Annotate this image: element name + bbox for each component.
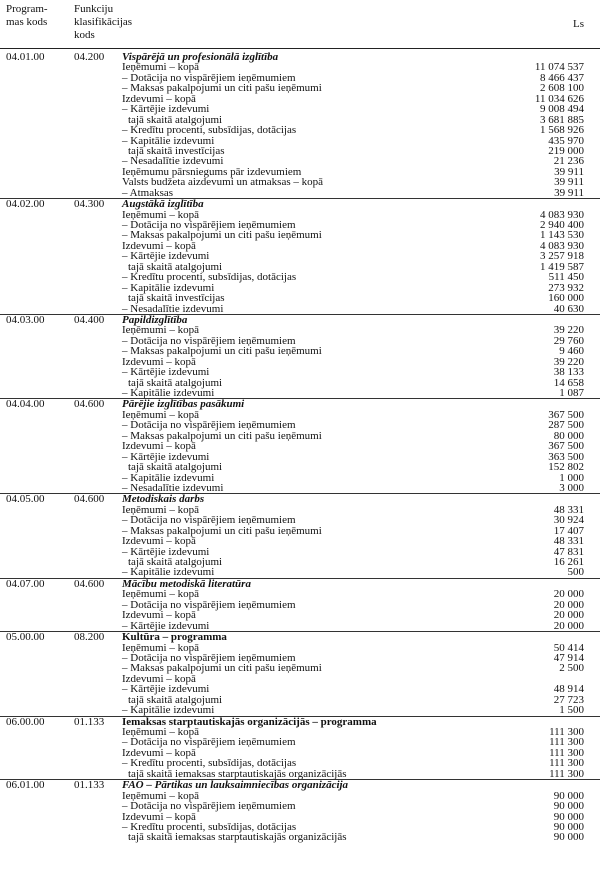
item-label: Izdevumi – kopā (122, 672, 196, 685)
item-label: Ieņēmumi – kopā (122, 208, 199, 221)
table-row (0, 104, 600, 114)
section-row (0, 52, 600, 62)
table-header (0, 0, 600, 49)
item-label: – Maksas pakalpojumi un citi pašu ieņēmumi (122, 229, 322, 242)
amount-cell: 80 000 (553, 429, 584, 442)
table-row (0, 177, 600, 187)
amount-cell: 4 083 930 (540, 208, 584, 221)
amount-cell: 90 000 (553, 789, 584, 802)
amount-cell: 11 034 626 (534, 92, 584, 105)
amount-cell: 273 932 (548, 281, 584, 294)
table-row (0, 367, 600, 377)
item-label: tajā skaitā atalgojumi (128, 113, 223, 126)
function-code-cell: 01.133 (74, 779, 105, 792)
item-label: – Kapitālie izdevumi (122, 471, 215, 484)
item-label: Ieņēmumi – kopā (122, 61, 199, 74)
item-label: – Atmaksas (122, 186, 174, 199)
item-label: – Dotācija no vispārējiem ieņēmumiem (122, 71, 296, 84)
amount-cell: 39 220 (553, 324, 584, 337)
amount-cell: 48 914 (553, 683, 584, 696)
item-label: – Dotācija no vispārējiem ieņēmumiem (122, 514, 296, 527)
table-row (0, 769, 600, 779)
item-label: Ieņēmumi – kopā (122, 726, 199, 738)
table-row (0, 431, 600, 441)
item-label: – Kapitālie izdevumi (122, 704, 215, 717)
amount-cell: 3 257 918 (540, 250, 584, 263)
amount-cell: 39 911 (554, 186, 584, 199)
item-label: – Maksas pakalpojumi un citi pašu ieņēmumi (122, 429, 322, 442)
item-label: – Kapitālie izdevumi (122, 566, 215, 579)
item-label: tajā skaitā iemaksas starptautiskajās organizācijās (128, 767, 347, 780)
amount-cell: 287 500 (548, 419, 584, 432)
amount-cell: 29 760 (553, 334, 584, 347)
table-row (0, 378, 600, 388)
amount-cell: 20 000 (553, 619, 584, 632)
amount-cell: 30 924 (553, 514, 584, 527)
amount-cell: 511 450 (548, 271, 584, 284)
function-code-cell: 04.200 (74, 51, 105, 63)
amount-cell: 3 681 885 (540, 113, 584, 126)
section-title: Mācību metodiskā literatūra (122, 577, 251, 590)
item-label: tajā skaitā atalgojumi (128, 260, 223, 273)
table-row (0, 410, 600, 420)
section-row (0, 578, 600, 589)
item-label: tajā skaitā investīcijas (128, 144, 225, 157)
amount-cell: 1 143 530 (540, 229, 584, 242)
amount-cell: 111 300 (549, 767, 584, 780)
program-code-cell: 04.07.00 (6, 577, 45, 590)
amount-cell: 27 723 (553, 693, 584, 706)
section-title: FAO – Pārtikas un lauksaimniecības organizācija (122, 779, 349, 792)
table-row (0, 727, 600, 737)
item-label: – Dotācija no vispārējiem ieņēmumiem (122, 736, 296, 749)
amount-cell: 2 608 100 (540, 82, 584, 95)
item-label: Izdevumi – kopā (122, 440, 196, 453)
item-label: tajā skaitā atalgojumi (128, 376, 223, 389)
table-row (0, 801, 600, 811)
function-code-header: Funkciju klasifikācijas kods (74, 3, 133, 41)
function-code-cell: 04.400 (74, 313, 105, 326)
table-row (0, 695, 600, 705)
item-label: Izdevumi – kopā (122, 810, 196, 823)
item-label: – Dotācija no vispārējiem ieņēmumiem (122, 419, 296, 432)
item-label: tajā skaitā investīcijas (128, 292, 225, 305)
table-row (0, 230, 600, 240)
item-label: – Nesadalītie izdevumi (122, 302, 224, 315)
item-label: – Dotācija no vispārējiem ieņēmumiem (122, 651, 296, 664)
item-label: – Dotācija no vispārējiem ieņēmumiem (122, 219, 296, 231)
amount-cell: 152 802 (548, 461, 584, 474)
item-label: – Kārtējie izdevumi (122, 619, 210, 632)
amount-cell: 90 000 (553, 800, 584, 813)
table-row (0, 557, 600, 567)
item-label: – Maksas pakalpojumi un citi pašu ieņēmumi (122, 662, 322, 675)
amount-cell: 160 000 (548, 292, 584, 305)
item-label: – Kārtējie izdevumi (122, 683, 210, 696)
table-row (0, 473, 600, 483)
section-row (0, 493, 600, 504)
table-row (0, 325, 600, 335)
table-row (0, 684, 600, 694)
item-label: – Kārtējie izdevumi (122, 545, 210, 558)
table-row (0, 115, 600, 125)
item-label: – Kapitālie izdevumi (122, 134, 215, 147)
table-row (0, 505, 600, 515)
table-row (0, 674, 600, 684)
item-label: – Maksas pakalpojumi un citi pašu ieņēmumi (122, 82, 322, 95)
item-label: Izdevumi – kopā (122, 92, 196, 105)
table-row (0, 262, 600, 272)
amount-cell: 1 087 (559, 387, 584, 399)
item-label: Izdevumi – kopā (122, 535, 196, 548)
table-row (0, 125, 600, 135)
table-row (0, 146, 600, 156)
program-code-header: Program- mas kods (6, 3, 48, 28)
table-row (0, 304, 600, 314)
item-label: – Maksas pakalpojumi un citi pašu ieņēmumi (122, 524, 322, 537)
amount-cell: 39 911 (554, 176, 584, 189)
item-label: Ieņēmumi – kopā (122, 324, 199, 337)
table-row (0, 547, 600, 557)
table-row (0, 346, 600, 356)
amount-cell: 2 500 (559, 662, 584, 675)
item-label: – Nesadalītie izdevumi (122, 481, 224, 494)
section-title: Pārējie izglītības pasākumi (122, 398, 245, 411)
table-row (0, 272, 600, 282)
item-label: Ieņēmumu pārsniegums pār izdevumiem (122, 165, 302, 178)
amount-cell: 17 407 (553, 524, 584, 537)
function-code-cell: 01.133 (74, 715, 105, 728)
item-label: Izdevumi – kopā (122, 609, 196, 622)
section-row (0, 198, 600, 209)
amount-cell: 2 940 400 (540, 219, 584, 231)
section-title: Metodiskais darbs (122, 493, 205, 506)
section-row (0, 314, 600, 325)
table-row (0, 526, 600, 536)
section-title: Papildizglītība (122, 313, 188, 326)
amount-cell: 1 500 (559, 704, 584, 717)
item-label: Valsts budžeta aizdevumi un atmaksas – kopā (122, 176, 324, 189)
item-label: – Dotācija no vispārējiem ieņēmumiem (122, 334, 296, 347)
amount-cell: 435 970 (548, 134, 584, 147)
program-code-cell: 04.04.00 (6, 398, 45, 411)
table-row (0, 283, 600, 293)
table-row (0, 452, 600, 462)
item-label: – Kredītu procenti, subsīdijas, dotācijas (122, 820, 297, 833)
table-row (0, 210, 600, 220)
currency-unit-header: Ls (573, 18, 584, 30)
section-title: Kultūra – programma (122, 631, 227, 644)
amount-cell: 47 914 (553, 651, 584, 664)
item-label: Ieņēmumi – kopā (122, 503, 199, 516)
item-label: – Kapitālie izdevumi (122, 387, 215, 399)
item-label: – Kārtējie izdevumi (122, 103, 210, 116)
function-code-cell: 04.600 (74, 577, 105, 590)
item-label: – Kārtējie izdevumi (122, 450, 210, 463)
item-label: Ieņēmumi – kopā (122, 641, 199, 654)
amount-cell: 14 658 (553, 376, 584, 389)
section-row (0, 398, 600, 409)
item-label: tajā skaitā atalgojumi (128, 693, 223, 706)
function-code-cell: 04.600 (74, 493, 105, 506)
table-row (0, 483, 600, 493)
amount-cell: 1 419 587 (540, 260, 584, 273)
table-row (0, 567, 600, 577)
program-code-cell: 04.01.00 (6, 51, 45, 63)
item-label: Ieņēmumi – kopā (122, 789, 199, 802)
table-row (0, 536, 600, 546)
table-row (0, 600, 600, 610)
amount-cell: 111 300 (549, 736, 584, 749)
amount-cell: 47 831 (553, 545, 584, 558)
section-title: Iemaksas starptautiskajās organizācijās – programma (122, 715, 377, 728)
amount-cell: 363 500 (548, 450, 584, 463)
amount-cell: 39 220 (553, 355, 584, 368)
table-row (0, 241, 600, 251)
program-code-cell: 05.00.00 (6, 631, 45, 644)
amount-cell: 20 000 (553, 598, 584, 611)
item-label: – Kredītu procenti, subsīdijas, dotācijas (122, 124, 297, 137)
item-label: Izdevumi – kopā (122, 746, 196, 759)
amount-cell: 367 500 (548, 440, 584, 453)
item-label: Ieņēmumi – kopā (122, 408, 199, 421)
table-row (0, 589, 600, 599)
function-code-cell: 04.600 (74, 398, 105, 411)
amount-cell: 3 000 (559, 481, 584, 494)
section-row (0, 631, 600, 642)
item-label: – Maksas pakalpojumi un citi pašu ieņēmumi (122, 345, 322, 358)
table-row (0, 251, 600, 261)
item-label: Ieņēmumi – kopā (122, 588, 199, 601)
amount-cell: 39 911 (554, 165, 584, 178)
amount-cell: 50 414 (553, 641, 584, 654)
amount-cell: 20 000 (553, 588, 584, 601)
amount-cell: 16 261 (553, 556, 584, 568)
table-row (0, 748, 600, 758)
item-label: tajā skaitā atalgojumi (128, 461, 223, 474)
program-code-cell: 06.00.00 (6, 715, 45, 728)
table-row (0, 705, 600, 715)
item-label: – Dotācija no vispārējiem ieņēmumiem (122, 598, 296, 611)
amount-cell: 111 300 (549, 746, 584, 759)
table-row (0, 791, 600, 801)
amount-cell: 219 000 (548, 144, 584, 157)
table-row (0, 136, 600, 146)
table-row (0, 357, 600, 367)
amount-cell: 1 568 926 (540, 124, 584, 137)
item-label: Izdevumi – kopā (122, 355, 196, 368)
program-code-cell: 06.01.00 (6, 779, 45, 792)
table-row (0, 94, 600, 104)
amount-cell: 9 460 (559, 345, 584, 358)
amount-cell: 90 000 (553, 831, 584, 844)
table-row (0, 737, 600, 747)
table-row (0, 293, 600, 303)
item-label: tajā skaitā iemaksas starptautiskajās organizācijās (128, 831, 347, 844)
amount-cell: 9 008 494 (540, 103, 584, 116)
table-row (0, 832, 600, 842)
table-row (0, 621, 600, 631)
amount-cell: 20 000 (553, 609, 584, 622)
item-label: Izdevumi – kopā (122, 239, 196, 252)
section-row (0, 779, 600, 790)
table-body (0, 52, 600, 843)
amount-cell: 40 630 (553, 302, 584, 315)
amount-cell: 90 000 (553, 820, 584, 833)
amount-cell: 48 331 (553, 503, 584, 516)
amount-cell: 48 331 (553, 535, 584, 548)
amount-cell: 367 500 (548, 408, 584, 421)
amount-cell: 8 466 437 (540, 71, 584, 84)
amount-cell: 4 083 930 (540, 239, 584, 252)
item-label: – Kapitālie izdevumi (122, 281, 215, 294)
amount-cell: 21 236 (553, 155, 584, 168)
program-code-cell: 04.02.00 (6, 198, 45, 211)
section-title: Augstākā izglītība (122, 198, 204, 211)
item-label: tajā skaitā atalgojumi (128, 556, 223, 568)
item-label: – Kārtējie izdevumi (122, 250, 210, 263)
amount-cell: 90 000 (553, 810, 584, 823)
item-label: – Kārtējie izdevumi (122, 366, 210, 379)
section-title: Vispārējā un profesionālā izglītība (122, 51, 279, 63)
program-code-cell: 04.05.00 (6, 493, 45, 506)
amount-cell: 111 300 (549, 726, 584, 738)
table-row (0, 610, 600, 620)
table-row (0, 462, 600, 472)
amount-cell: 111 300 (549, 757, 584, 770)
table-row (0, 188, 600, 198)
amount-cell: 11 074 537 (534, 61, 584, 74)
table-row (0, 62, 600, 72)
amount-cell: 38 133 (553, 366, 584, 379)
amount-cell: 1 000 (559, 471, 584, 484)
table-row (0, 663, 600, 673)
amount-cell: 500 (567, 566, 584, 579)
table-row (0, 83, 600, 93)
table-row (0, 388, 600, 398)
table-row (0, 441, 600, 451)
item-label: – Nesadalītie izdevumi (122, 155, 224, 168)
program-code-cell: 04.03.00 (6, 313, 45, 326)
section-row (0, 716, 600, 727)
function-code-cell: 04.300 (74, 198, 105, 211)
item-label: – Dotācija no vispārējiem ieņēmumiem (122, 800, 296, 813)
table-row (0, 812, 600, 822)
table-row (0, 643, 600, 653)
item-label: – Kredītu procenti, subsīdijas, dotācijas (122, 271, 297, 284)
item-label: – Kredītu procenti, subsīdijas, dotācijas (122, 757, 297, 770)
function-code-cell: 08.200 (74, 631, 105, 644)
